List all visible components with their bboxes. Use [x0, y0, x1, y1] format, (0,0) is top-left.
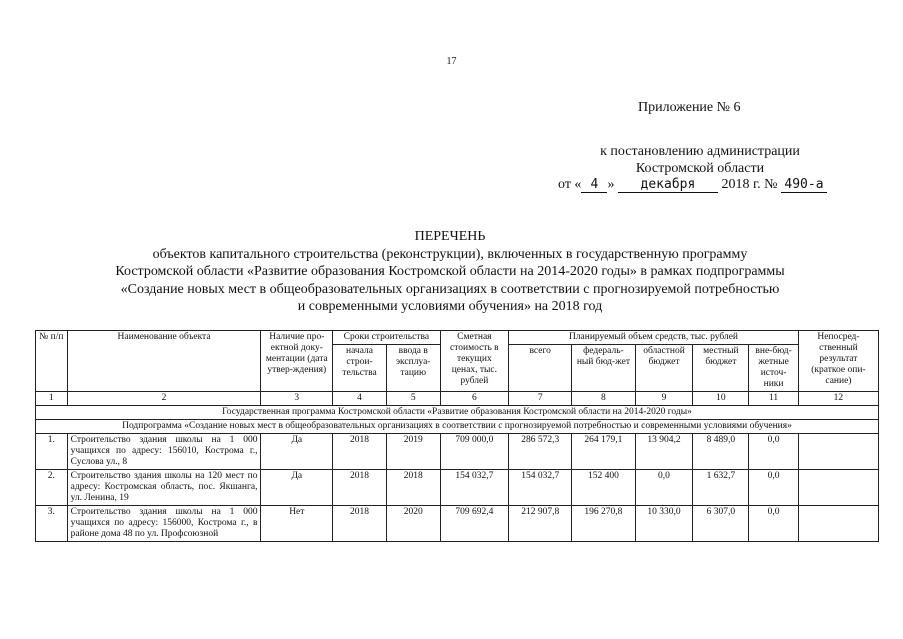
program-title: Государственная программа Костромской области «Развитие образования Костромской области на 2014-2020 годы» — [36, 406, 879, 420]
row-result — [798, 506, 878, 542]
row-total: 154 032,7 — [509, 470, 572, 506]
date-month: декабря — [618, 178, 718, 193]
title-line-2: Костромской области «Развитие образования Костромской области на 2014-2020 годы» в рамках подпрограммы — [115, 264, 785, 279]
subprogram-title: Подпрограмма «Создание новых мест в общеобразовательных организациях в соответствии с прогнозируемой потребностью и современными условиями обучения» — [36, 420, 879, 434]
date-day: 4 — [581, 178, 607, 193]
header-name: Наименование объекта — [67, 331, 261, 392]
row-federal: 264 179,1 — [572, 434, 635, 470]
row-name: Строительство здания школы на 1 000 учащихся по адресу: 156000, Кострома г., в районе дома 48 по ул. Профсоюзной — [67, 506, 261, 542]
row-start: 2018 — [333, 434, 387, 470]
header-terms: Сроки строительства — [333, 331, 440, 345]
row-regional: 0,0 — [635, 470, 693, 506]
row-num: 3. — [36, 506, 68, 542]
table-row — [36, 470, 879, 506]
row-extra: 0,0 — [749, 506, 799, 542]
header-federal: федераль-ный бюд-жет — [572, 345, 635, 392]
date-number: 490-а — [781, 178, 827, 193]
decree-line-1: к постановлению администрации — [600, 144, 800, 159]
header-start: начала строи-тельства — [333, 345, 387, 392]
column-number: 6 — [440, 392, 508, 406]
row-docs: Да — [261, 470, 333, 506]
row-total: 286 572,3 — [509, 434, 572, 470]
column-number: 10 — [693, 392, 749, 406]
column-number: 2 — [67, 392, 261, 406]
header-extra: вне-бюд-жетные источ-ники — [749, 345, 799, 392]
title-line-1: объектов капитального строительства (реконструкции), включенных в государственную программу — [152, 246, 748, 262]
decree-date-line — [558, 177, 827, 193]
row-local: 8 489,0 — [693, 434, 749, 470]
row-docs: Нет — [261, 506, 333, 542]
row-cost: 709 000,0 — [440, 434, 508, 470]
row-start: 2018 — [333, 506, 387, 542]
row-commission: 2018 — [386, 470, 440, 506]
row-local: 1 632,7 — [693, 470, 749, 506]
title-line-4: и современными условиями обучения» на 2018 год — [297, 299, 603, 314]
column-number: 1 — [36, 392, 68, 406]
document-title — [60, 228, 840, 316]
column-number: 11 — [749, 392, 799, 406]
column-number-row — [36, 392, 879, 406]
column-number: 12 — [798, 392, 878, 406]
column-number: 5 — [386, 392, 440, 406]
table-row — [36, 506, 879, 542]
date-prefix: от « — [558, 177, 582, 192]
row-cost: 154 032,7 — [440, 470, 508, 506]
row-regional: 10 330,0 — [635, 506, 693, 542]
header-local: местный бюджет — [693, 345, 749, 392]
column-number: 4 — [333, 392, 387, 406]
row-docs: Да — [261, 434, 333, 470]
page-number: 17 — [446, 56, 457, 67]
header-commission: ввода в эксплуа-тацию — [386, 345, 440, 392]
row-federal: 152 400 — [572, 470, 635, 506]
header-num: № п/п — [36, 331, 68, 392]
objects-table — [35, 330, 879, 542]
appendix-label: Приложение № 6 — [638, 100, 741, 115]
header-cost: Сметная стоимость в текущих ценах, тыс. рублей — [440, 331, 508, 392]
decree-line-2: Костромской области — [635, 161, 765, 176]
row-start: 2018 — [333, 470, 387, 506]
row-num: 2. — [36, 470, 68, 506]
header-regional: областной бюджет — [635, 345, 693, 392]
row-commission: 2020 — [386, 506, 440, 542]
table-row — [36, 434, 879, 470]
row-local: 6 307,0 — [693, 506, 749, 542]
row-name: Строительство здания школы на 120 мест по адресу: Костромская область, пос. Якшанга, ул. Ленина, 19 — [67, 470, 261, 506]
title-heading: ПЕРЕЧЕНЬ — [414, 229, 486, 244]
subprogram-row — [36, 420, 879, 434]
row-regional: 13 904,2 — [635, 434, 693, 470]
row-num: 1. — [36, 434, 68, 470]
date-year: 2018 г. № — [721, 177, 778, 192]
header-total: всего — [509, 345, 572, 392]
date-mid: » — [607, 177, 615, 192]
row-extra: 0,0 — [749, 470, 799, 506]
header-result: Непосред-ственный результат (краткое опи-сание) — [798, 331, 878, 392]
row-result — [798, 434, 878, 470]
column-number: 7 — [509, 392, 572, 406]
program-row — [36, 406, 879, 420]
row-total: 212 907,8 — [509, 506, 572, 542]
row-result — [798, 470, 878, 506]
column-number: 3 — [261, 392, 333, 406]
row-federal: 196 270,8 — [572, 506, 635, 542]
header-docs: Наличие про-ектной доку-ментации (дата утвер-ждения) — [261, 331, 333, 392]
column-number: 9 — [635, 392, 693, 406]
row-extra: 0,0 — [749, 434, 799, 470]
header-planned: Планируемый объем средств, тыс. рублей — [509, 331, 799, 345]
row-commission: 2019 — [386, 434, 440, 470]
title-line-3: «Создание новых мест в общеобразовательных организациях в соответствии с прогнозируемой потребностью — [120, 281, 780, 297]
row-name: Строительство здания школы на 1 000 учащихся по адресу: 156010, Кострома г., Суслова ул., 8 — [67, 434, 261, 470]
row-cost: 709 692,4 — [440, 506, 508, 542]
column-number: 8 — [572, 392, 635, 406]
decree-reference — [560, 143, 840, 177]
